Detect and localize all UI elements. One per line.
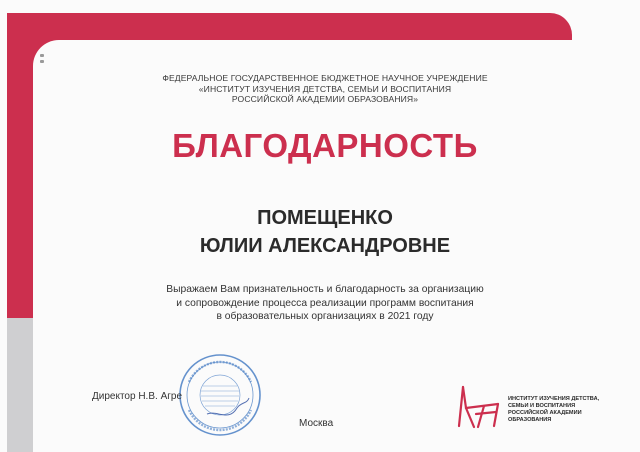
logo-line: ОБРАЗОВАНИЯ [508,417,552,423]
director-signature: Директор Н.В. Агре [92,391,183,402]
message-line: Выражаем Вам признательность и благодарность за организацию [166,284,484,295]
logo-line: ИНСТИТУТ ИЗУЧЕНИЯ ДЕТСТВА, [508,396,600,402]
logo-line: РОССИЙСКОЙ АКАДЕМИИ [508,410,582,416]
organization-header [100,73,550,105]
header-line: «ИНСТИТУТ ИЗУЧЕНИЯ ДЕТСТВА, СЕМЬИ И ВОСПИТАНИЯ [198,83,452,94]
institute-logo-text [508,396,599,424]
punch-hole-mark [40,60,44,63]
punch-hole-mark [40,54,44,57]
gratitude-message [100,283,550,324]
city-label: Москва [299,418,334,429]
official-seal-stamp-icon [177,352,263,438]
certificate-title: БЛАГОДАРНОСТЬ [172,127,478,164]
message-line: и сопровождение процесса реализации программ воспитания [176,297,474,309]
header-line: РОССИЙСКОЙ АКАДЕМИИ ОБРАЗОВАНИЯ» [231,94,419,104]
header-line: ФЕДЕРАЛЬНОЕ ГОСУДАРСТВЕННОЕ БЮДЖЕТНОЕ НАУЧНОЕ УЧРЕЖДЕНИЕ [162,73,488,83]
recipient-surname: ПОМЕЩЕНКО [257,207,393,229]
recipient-given-names: ЮЛИИ АЛЕКСАНДРОВНЕ [199,235,451,257]
message-line: в образовательных организациях в 2021 году [216,311,434,322]
institute-chair-logo-icon [454,384,504,430]
recipient-name [80,204,570,260]
logo-line: СЕМЬИ И ВОСПИТАНИЯ [508,403,576,409]
